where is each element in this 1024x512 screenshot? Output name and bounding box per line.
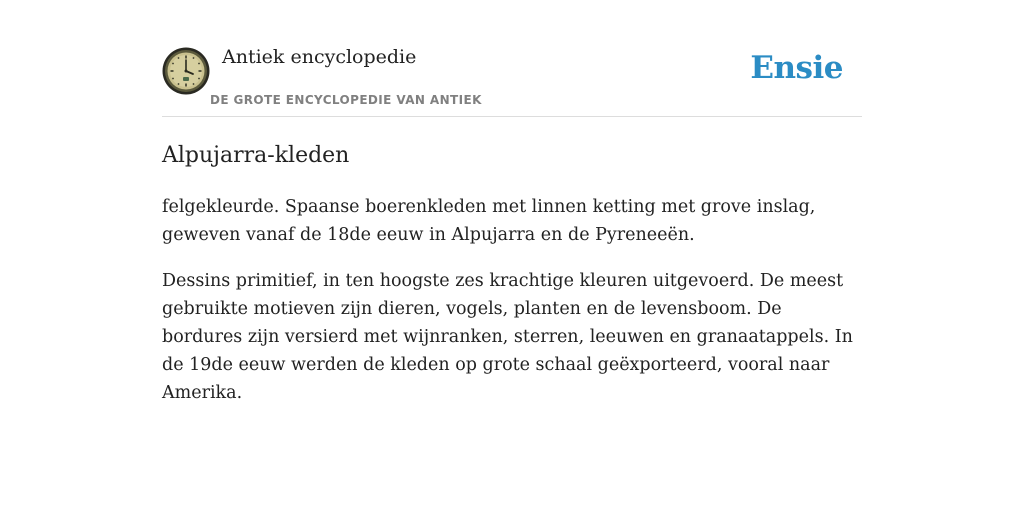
ensie-brand-link[interactable]: Ensie (750, 50, 843, 86)
site-header (162, 0, 862, 117)
page-container (162, 0, 862, 407)
site-title[interactable]: Antiek encyclopedie (222, 46, 417, 68)
site-subtitle: DE GROTE ENCYCLOPEDIE VAN ANTIEK (210, 93, 482, 107)
clock-icon[interactable] (162, 47, 210, 95)
article-title: Alpujarra-kleden (162, 143, 350, 168)
article-paragraph-2: Dessins primitief, in ten hoogste zes krachtige kleuren uitgevoerd. De meest gebruikte motieven zijn dieren, vogels, planten en de levensboom. De bordures zijn versierd met wijnranken, sterren, leeuwen en granaatappels. In de 19de eeuw werden de kleden op grote schaal geëxporteerd, vooral naar Amerika. (162, 271, 853, 403)
article-paragraph-1: felgekleurde. Spaanse boerenkleden met linnen ketting met grove inslag, geweven vanaf de 18de eeuw in Alpujarra en de Pyreneeën. (162, 197, 816, 245)
